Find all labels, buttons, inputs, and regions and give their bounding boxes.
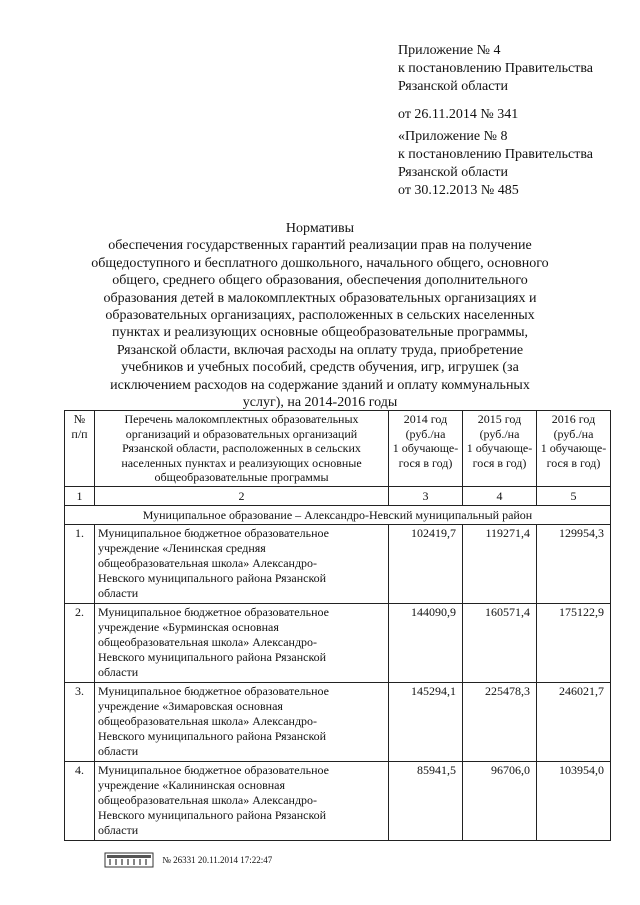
title-line: учебников и учебных пособий, средств обучения, игр, игрушек (за [121,360,519,376]
header-2014-line: гося в год) [398,455,453,470]
title-line: образовательных организациях, расположенных в сельских населенных [105,308,535,324]
column-index: 3 [389,486,463,505]
row-number: 1. [65,524,95,603]
value-2016: 246021,7 [537,682,611,761]
value-2016: 175122,9 [537,603,611,682]
org-name-line: учреждение «Калининская основная [98,777,286,792]
municipality-row [65,505,611,524]
org-name-line: общеобразовательная школа» Александро- [98,713,318,728]
row-number: 2. [65,603,95,682]
printing-office-stamp-icon [104,852,154,868]
org-name-line: Муниципальное бюджетное образовательное [98,604,329,619]
org-name-line: Муниципальное бюджетное образовательное [98,762,329,777]
title-line: образования детей в малокомплектных образовательных организациях и [103,290,537,306]
appendix-8-region-line: Рязанской области [398,165,509,180]
org-name-line: Невского муниципального района Рязанской [98,571,327,586]
header-2015-line: (руб./на [479,426,520,441]
header-2014-line: (руб./на [405,426,446,441]
municipality-name: Муниципальное образование – Александро-Невский муниципальный район [65,505,611,524]
value-2015: 160571,4 [463,603,537,682]
value-2016: 103954,0 [537,761,611,840]
value-2014: 102419,7 [389,524,463,603]
header-list [95,411,389,487]
appendix-8-header [398,128,593,200]
norms-table [64,410,611,841]
column-index: 1 [65,486,95,505]
registration-footer [104,852,272,870]
header-num [65,411,95,487]
org-name-line: общеобразовательная школа» Александро- [98,792,318,807]
org-name [95,682,389,761]
appendix-4-title: Приложение № 4 [398,43,501,58]
org-name-line: Невского муниципального района Рязанской [98,729,327,744]
org-name-line: учреждение «Бурминская основная [98,619,279,634]
header-2015 [463,411,537,487]
org-name-line: Невского муниципального района Рязанской [98,650,327,665]
org-name [95,524,389,603]
title-line: общего, среднего общего образования, обеспечения дополнительного [112,273,528,289]
column-index: 2 [95,486,389,505]
table-row [65,524,611,603]
table-header-row [65,411,611,487]
appendix-4-region-line: Рязанской области [398,79,509,94]
org-name-line: Муниципальное бюджетное образовательное [98,525,329,540]
title-line: услуг), на 2014-2016 годы [242,395,398,411]
appendix-8-title: «Приложение № 8 [398,129,508,144]
row-number: 3. [65,682,95,761]
header-list-line: организаций и образовательных организаций [125,426,358,441]
header-2015-line: 2015 год [477,412,522,426]
header-2016 [537,411,611,487]
value-2014: 145294,1 [389,682,463,761]
header-list-line: Перечень малокомплектных образовательных [124,412,359,426]
registration-number: № 26331 20.11.2014 17:22:47 [162,855,273,865]
header-2016-line: 1 обучающе- [540,441,607,455]
org-name-line: области [98,586,139,601]
header-list-line: Рязанской области, расположенных в сельских [122,441,361,455]
document-title [84,220,556,411]
value-2014: 144090,9 [389,603,463,682]
header-list-line: населенных пунктах и реализующих основные [121,455,362,470]
org-name-line: учреждение «Зимаровская основная [98,698,283,713]
header-2016-line: 2016 год [551,412,596,426]
table-row [65,603,611,682]
org-name [95,603,389,682]
title-heading: Нормативы [285,221,355,236]
org-name-line: области [98,823,139,838]
org-name-line: общеобразовательная школа» Александро- [98,555,318,570]
value-2015: 225478,3 [463,682,537,761]
column-index: 5 [537,486,611,505]
org-name-line: Невского муниципального района Рязанской [98,808,327,823]
org-name-line: общеобразовательная школа» Александро- [98,634,318,649]
org-name-line: Муниципальное бюджетное образовательное [98,683,329,698]
title-line: пунктах и реализующих основные общеобразовательные программы, [111,325,529,341]
appendix-8-decree-line: к постановлению Правительства [398,147,594,162]
table-row [65,761,611,840]
header-2016-line: гося в год) [546,455,601,470]
org-name-line: учреждение «Ленинская средняя [98,540,266,555]
org-name [95,761,389,840]
appendix-4-decree-line: к постановлению Правительства [398,61,594,76]
header-2015-line: гося в год) [472,455,527,470]
org-name-line: области [98,744,139,759]
header-num-line: п/п [71,426,88,441]
header-2014-line: 2014 год [403,412,448,426]
org-name-line: области [98,665,139,680]
header-2015-line: 1 обучающе- [466,441,533,455]
header-list-line: общеобразовательные программы [154,470,329,484]
row-number: 4. [65,761,95,840]
value-2014: 85941,5 [389,761,463,840]
title-line: общедоступного и бесплатного дошкольного, начального общего, основного [91,255,549,271]
appendix-4-date: от 26.11.2014 № 341 [398,107,519,122]
value-2015: 119271,4 [463,524,537,603]
column-index-row [65,486,611,505]
appendix-8-date: от 30.12.2013 № 485 [398,183,519,198]
value-2016: 129954,3 [537,524,611,603]
header-2014-line: 1 обучающе- [392,441,459,455]
header-2014 [389,411,463,487]
column-index: 4 [463,486,537,505]
title-line: Рязанской области, включая расходы на оплату труда, приобретение [116,342,524,358]
title-line: исключением расходов на содержание зданий и оплату коммунальных [110,377,530,393]
header-num-line: № [73,412,86,426]
appendix-4-header [398,42,593,124]
table-row [65,682,611,761]
header-2016-line: (руб./на [553,426,594,441]
title-line: обеспечения государственных гарантий реализации прав на получение [108,238,532,254]
value-2015: 96706,0 [463,761,537,840]
